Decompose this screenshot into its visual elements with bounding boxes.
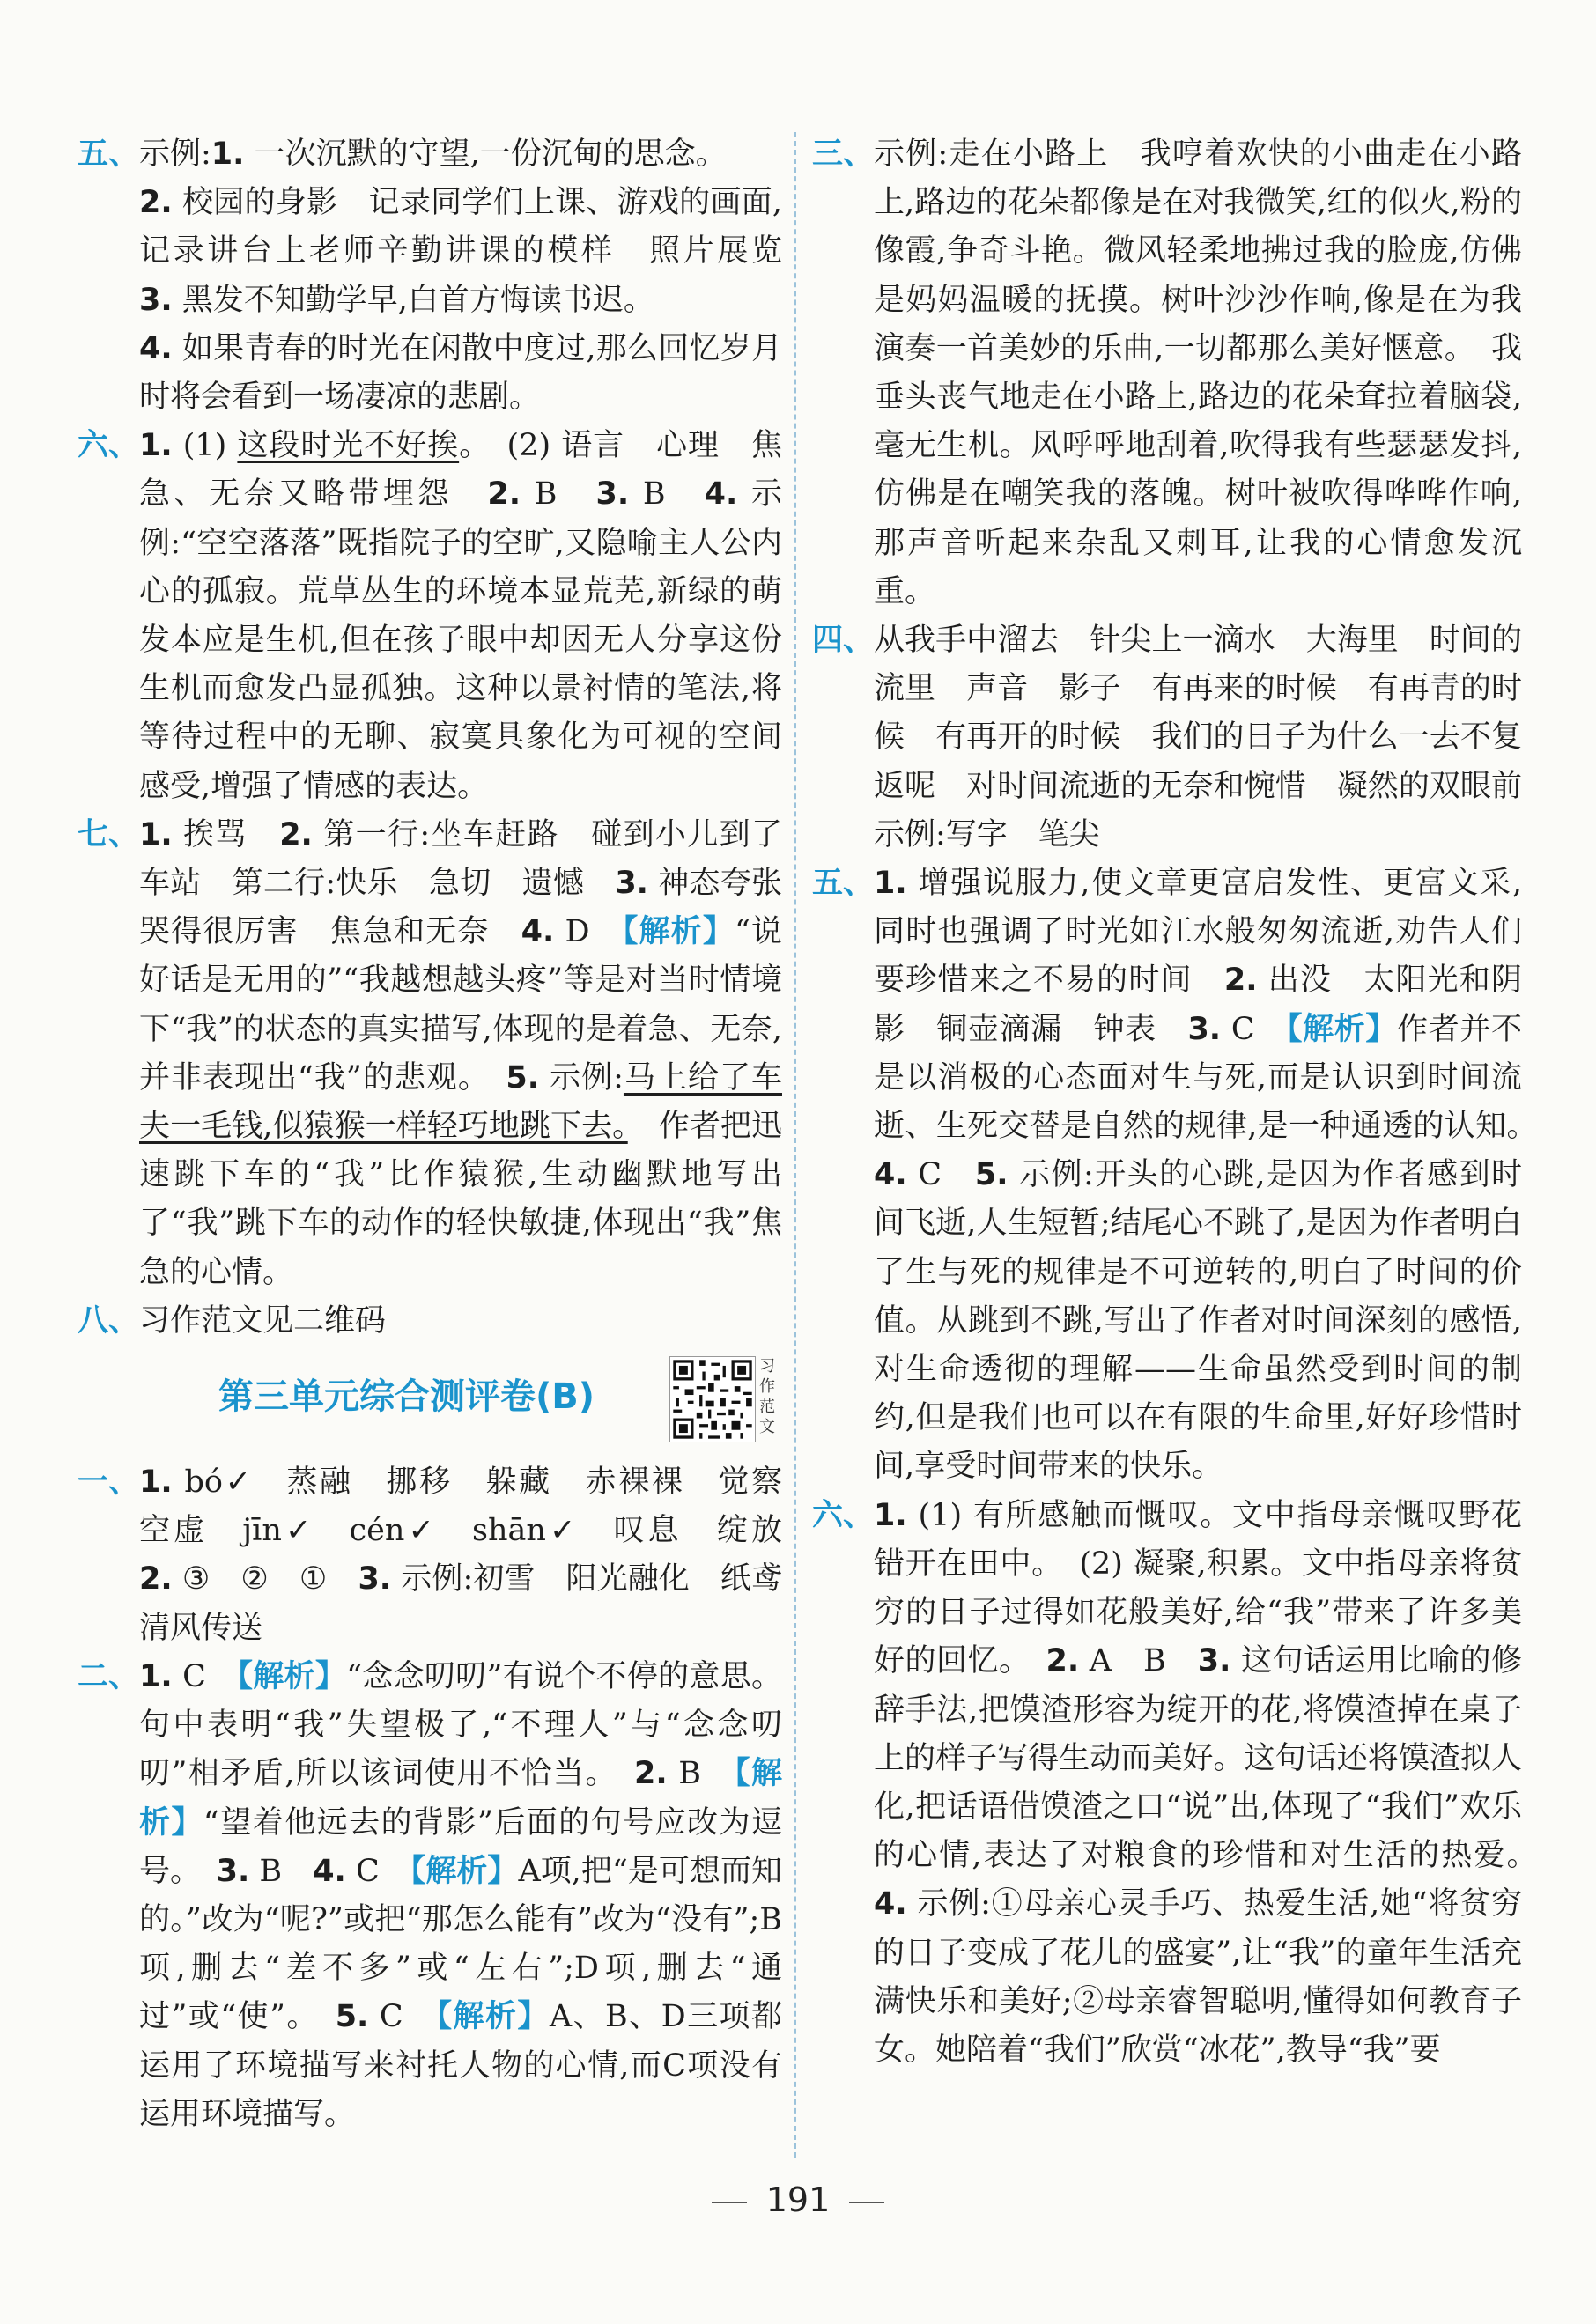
analysis-tag: 【解析】 [237, 1658, 347, 1694]
section-number: 七、 [78, 816, 140, 852]
section-number: 三、 [812, 136, 875, 172]
unit-b-section-1: 一、 1. bó✓ 蒸融 挪移 躲藏 赤裸裸 觉察 空虚 jīn✓ cén✓ shān✓ 叹息 绽放 2. ③ ② ① 3. 示例:初雪 阳光融化 纸鸢 清风传送 [78, 1458, 782, 1653]
answer-section-5-right: 五、 1. 增强说服力,使文章更富启发性、更富文采,同时也强调了时光如江水般匆匆流逝,劝告人们要珍惜来之不易的时间 2. 出没 太阳光和阴影 铜壶滴漏 钟表 3. C 【解析】作者并不是以消极的心态面对生与死,而是认识到时间流逝、生死交替是自然的规律,是一种通透的认知。 4. C 5. 示例:开头的心跳,是因为作者感到时间飞逝,人生短暂;结尾心不跳了,是因为作者明白了生与死的规律是不可逆转的,明白了时间的价值。从跳到不跳,写出了作者对时间深刻的感悟,对生命透彻的理解——生命虽然受到时间的制约,但是我们也可以在有限的生命里,好好珍惜时间,享受时间带来的快乐。 [812, 860, 1522, 1492]
unit-header [78, 1351, 782, 1457]
section-number: 五、 [78, 136, 140, 172]
page-number-dash [849, 2202, 884, 2203]
answer-section-8: 八、 习作范文见二维码 [78, 1297, 782, 1346]
underlined-answer: 马上给了车夫一毛钱,似猿猴一样轻巧地跳下去。 [139, 1059, 782, 1145]
qr-caption: 习作范文 [759, 1357, 775, 1437]
section-number: 八、 [78, 1302, 140, 1339]
column-divider [794, 132, 796, 2158]
section-number: 一、 [78, 1464, 140, 1501]
analysis-tag: 【解析】 [622, 914, 735, 950]
page-number: 191 [0, 2180, 1596, 2219]
unit-title: 第三单元综合测评卷(B) [218, 1376, 595, 1418]
left-column [78, 130, 814, 2139]
answer-section-3: 三、 示例:走在小路上 我哼着欢快的小曲走在小路上,路边的花朵都像是在对我微笑,红的似火,粉的像霞,争奇斗艳。微风轻柔地拂过我的脸庞,仿佛是妈妈温暖的抚摸。树叶沙沙作响,像是在为我演奏一首美妙的乐曲,一切都那么美好惬意。 我垂头丧气地走在小路上,路边的花朵耷拉着脑袋,毫无生机。风呼呼地刮着,吹得我有些瑟瑟发抖,仿佛是在嘲笑我的落魄。树叶被吹得哗哗作响,那声音听起来杂乱又刺耳,让我的心情愈发沉重。 [812, 130, 1522, 616]
section-number: 五、 [812, 866, 875, 902]
answer-section-4: 四、 从我手中溜去 针尖上一滴水 大海里 时间的流里 声音 影子 有再来的时候 有再青的时候 有再开的时候 我们的日子为什么一去不复返呢 对时间流逝的无奈和惋惜 凝然的双眼前 示例:写字 笔尖 [812, 616, 1522, 860]
answer-section-5: 五、 示例:1. 一次沉默的守望,一份沉甸的思念。 2. 校园的身影 记录同学们上课、游戏的画面,记录讲台上老师辛勤讲课的模样 照片展览 3. 黑发不知勤学早,白首方悔读书迟。 4. 如果青春的时光在闲散中度过,那么回忆岁月时将会看到一场凄凉的悲剧。 [78, 130, 782, 422]
section-number: 四、 [812, 623, 875, 659]
analysis-tag: 【解析】 [410, 1853, 519, 1889]
underlined-answer: 这段时光不好挨 [237, 428, 460, 464]
qr-code-icon[interactable] [669, 1356, 756, 1442]
analysis-tag: 【解析】 [436, 1999, 550, 2035]
analysis-tag: 【解析】 [1286, 1011, 1398, 1047]
section-number: 六、 [812, 1497, 875, 1533]
analysis-tag: 【解析】 [139, 1756, 782, 1841]
section-number: 二、 [78, 1658, 140, 1694]
answer-section-6-right: 六、 1. (1) 有所感触而慨叹。文中指母亲慨叹野花错开在田中。 (2) 凝聚,积累。文中指母亲将贫穷的日子过得如花般美好,给“我”带来了许多美好的回忆。 2. A B 3. 这句话运用比喻的修辞手法,把馍渣形容为绽开的花,将馍渣掉在桌子上的样子写得生动而美好。这句话还将馍渣拟人化,把话语借馍渣之口“说”出,体现了“我们”欢乐的心情,表达了对粮食的珍惜和对生活的热爱。 4. 示例:①母亲心灵手巧、热爱生活,她“将贫穷的日子变成了花儿的盛宴”,让“我”的童年生活充满快乐和美好;②母亲睿智聪明,懂得如何教育子女。她陪着“我们”欣赏“冰花”,教导“我”要 [812, 1492, 1522, 2075]
page-number-dash [712, 2202, 747, 2203]
unit-b-section-2: 二、 1. C 【解析】“念念叨叨”有说个不停的意思。句中表明“我”失望极了,“不理人”与“念念叨叨”相矛盾,所以该词使用不恰当。 2. B 【解析】“望着他远去的背影”后面的句号应改为逗号。 3. B 4. C 【解析】A项,把“是可想而知的。”改为“呢?”或把“那怎么能有”改为“没有”;B项,删去“差不多”或“左右”;D项,删去“通过”或“使”。 5. C 【解析】A、B、D三项都运用了环境描写来衬托人物的心情,而C项没有运用环境描写。 [78, 1653, 782, 2139]
answer-section-7: 七、 1. 挨骂 2. 第一行:坐车赶路 碰到小儿到了车站 第二行:快乐 急切 遗憾 3. 神态夸张 哭得很厉害 焦急和无奈 4. D 【解析】“说好话是无用的”“我越想越头疼”等是对当时情境下“我”的状态的真实描写,体现的是着急、无奈,并非表现出“我”的悲观。 5. 示例:马上给了车夫一毛钱,似猿猴一样轻巧地跳下去。 作者把迅速跳下车的“我”比作猿猴,生动幽默地写出了“我”跳下车的动作的轻快敏捷,体现出“我”焦急的心情。 [78, 811, 782, 1297]
right-column [812, 130, 1554, 2075]
section-number: 六、 [78, 428, 140, 464]
answer-section-6: 六、 1. (1) 这段时光不好挨。 (2) 语言 心理 焦急、无奈又略带埋怨 2. B 3. B 4. 示例:“空空落落”既指院子的空旷,又隐喻主人公内心的孤寂。荒草丛生的环境本显荒芜,新绿的萌发本应是生机,但在孩子眼中却因无人分享这份生机而愈发凸显孤独。这种以景衬情的笔法,将等待过程中的无聊、寂寞具象化为可视的空间感受,增强了情感的表达。 [78, 422, 782, 811]
